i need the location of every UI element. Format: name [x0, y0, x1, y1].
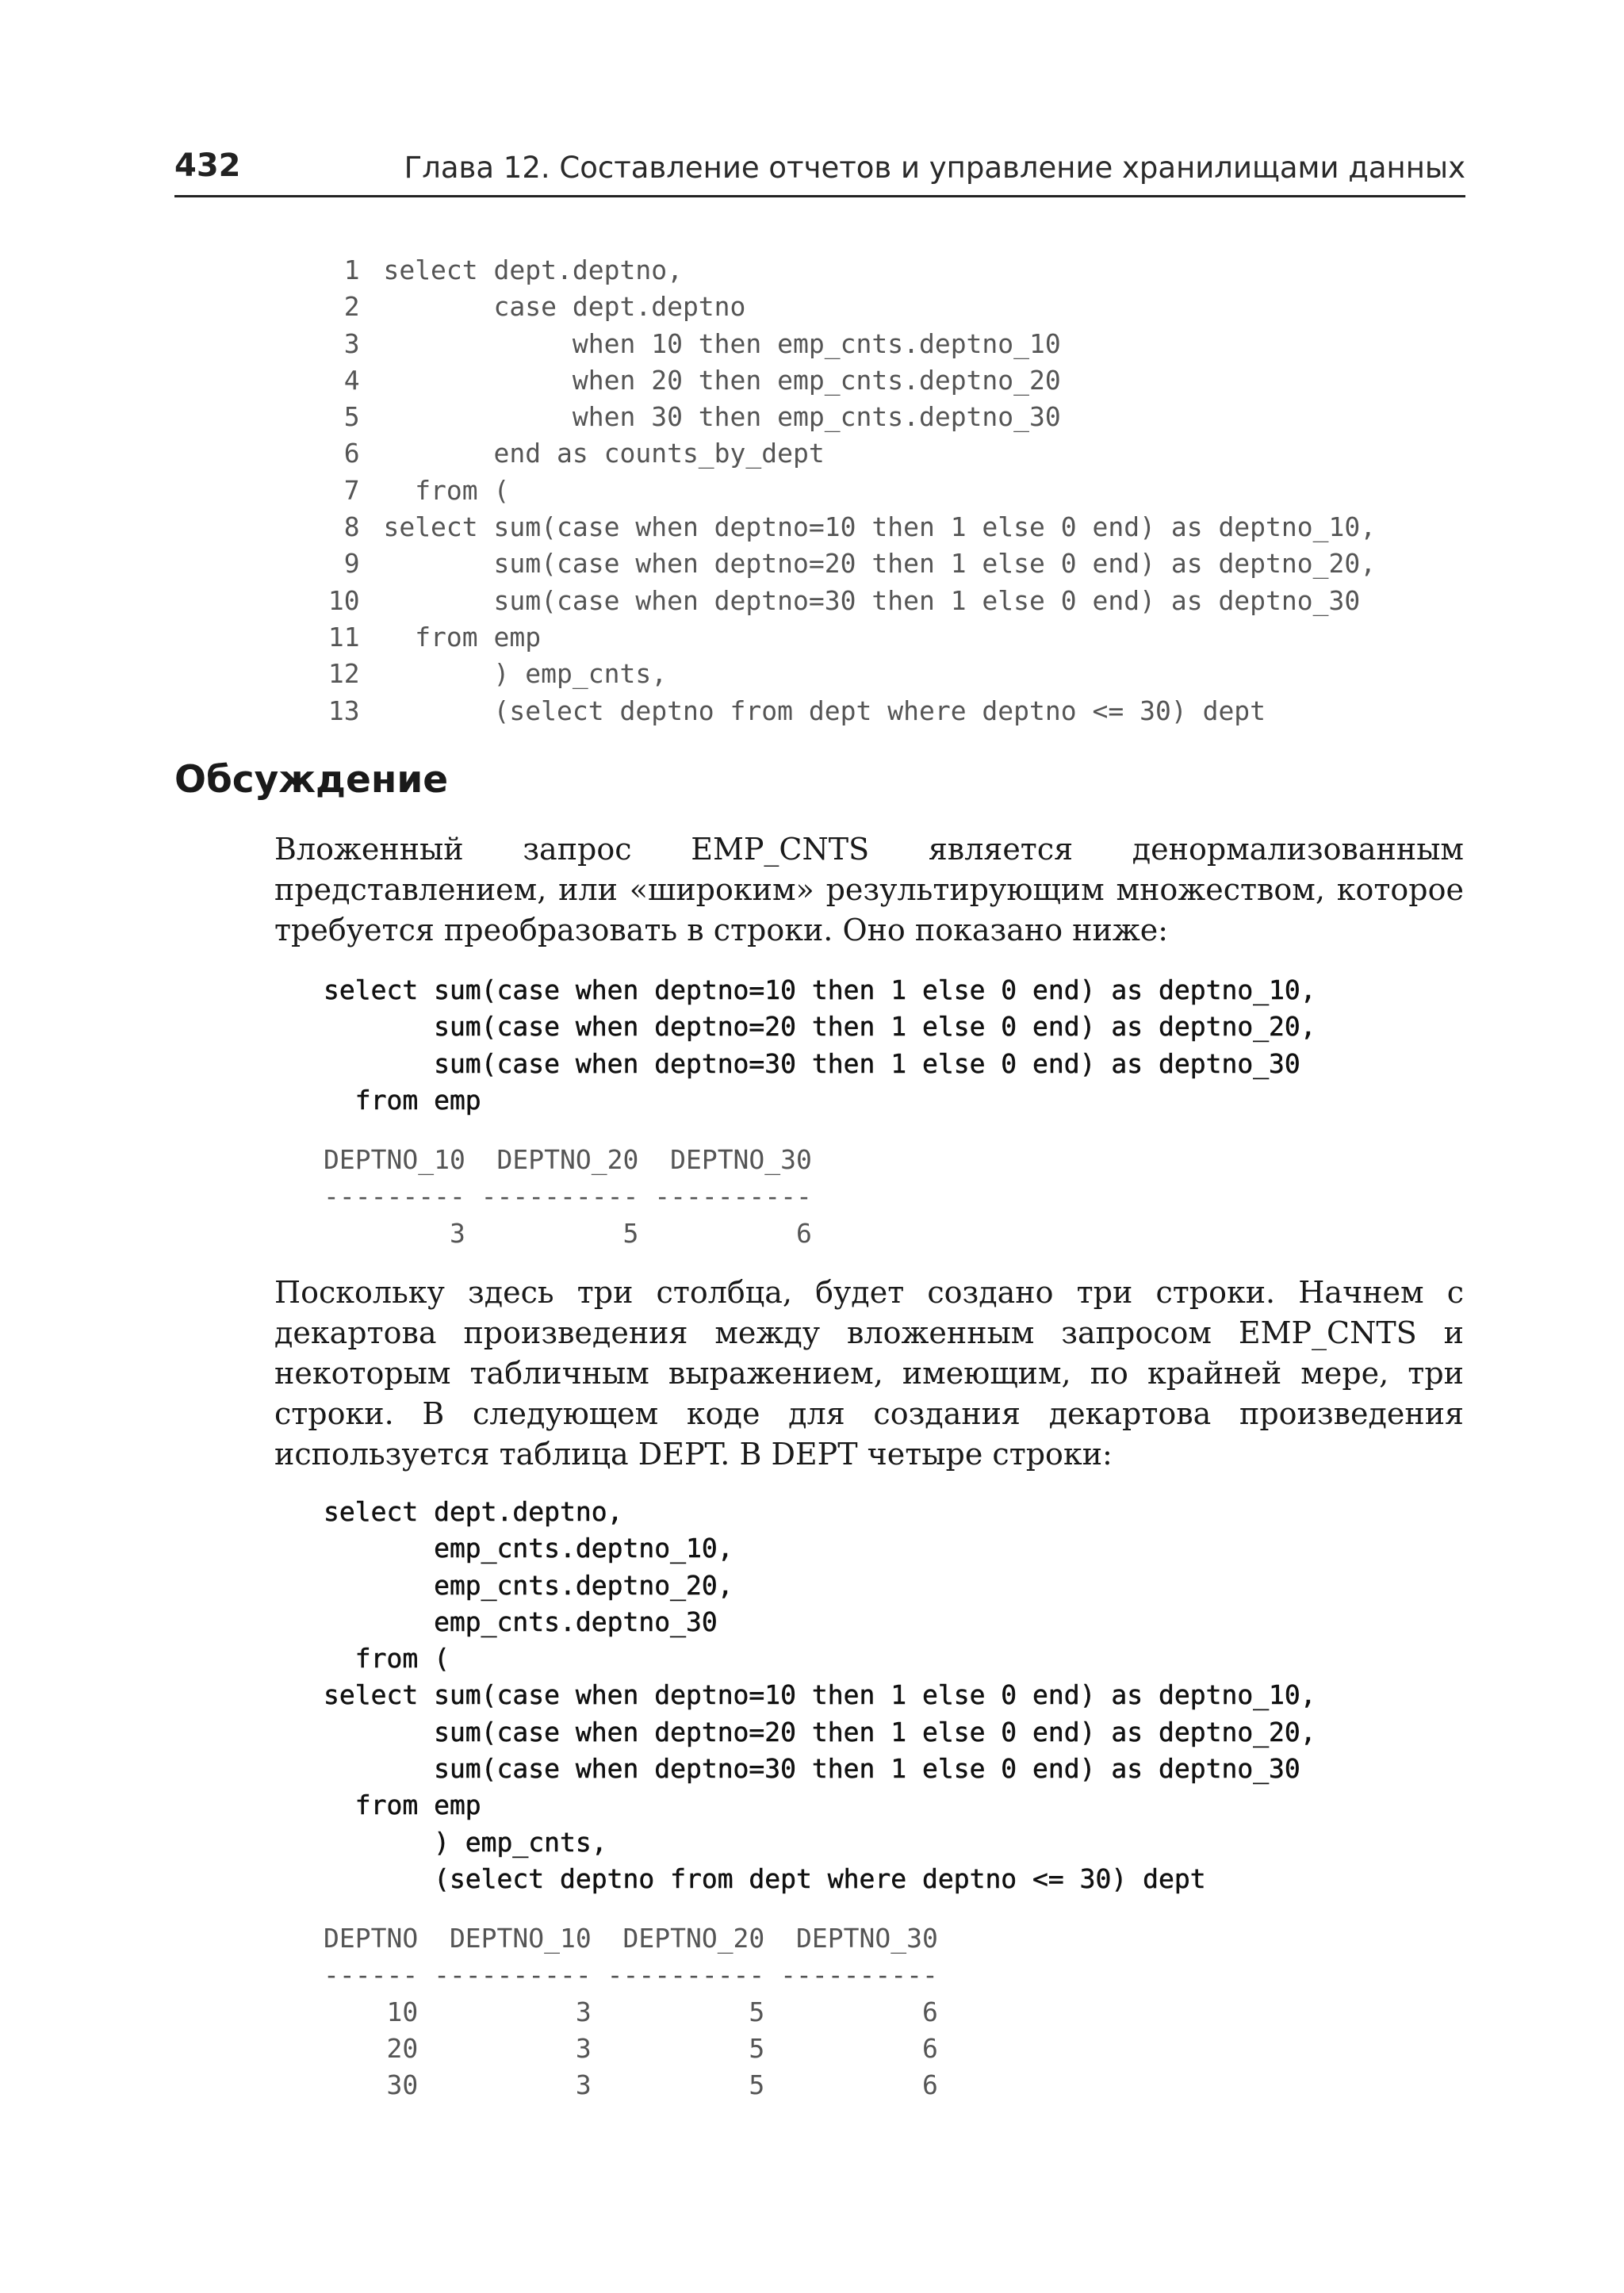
result-line: ------ ---------- ---------- ---------- [324, 1959, 938, 1991]
code-line: emp_cnts.deptno_30 [324, 1606, 718, 1637]
code-line [320, 619, 1376, 656]
section-heading: Обсуждение [174, 758, 449, 802]
code-line [320, 435, 1376, 472]
query-result [324, 1920, 938, 2104]
code-text: from ( [383, 474, 510, 506]
code-line: select dept.deptno, [324, 1496, 623, 1527]
code-line: sum(case when deptno=30 then 1 else 0 end) as deptno_30 [324, 1753, 1300, 1785]
code-line: sum(case when deptno=20 then 1 else 0 end) as deptno_20, [324, 1011, 1316, 1043]
line-number: 3 [343, 327, 360, 359]
code-line [320, 252, 1376, 289]
code-line [320, 362, 1376, 399]
code-line: emp_cnts.deptno_10, [324, 1533, 733, 1564]
line-number: 11 [327, 621, 360, 653]
line-number: 2 [343, 291, 360, 323]
code-text: end as counts_by_dept [383, 438, 825, 469]
code-text: sum(case when deptno=20 then 1 else 0 end) as deptno_20, [383, 548, 1377, 580]
result-line: --------- ---------- ---------- [324, 1181, 812, 1212]
code-line [320, 399, 1376, 435]
code-line [320, 509, 1376, 545]
result-line: 20 3 5 6 [324, 2032, 938, 2064]
code-line [320, 326, 1376, 362]
line-number: 8 [343, 511, 360, 543]
result-line: DEPTNO_10 DEPTNO_20 DEPTNO_30 [324, 1144, 812, 1175]
result-line: 3 5 6 [324, 1217, 812, 1249]
page-number: 432 [174, 147, 241, 184]
result-line: 30 3 5 6 [324, 2069, 938, 2101]
result-line: 10 3 5 6 [324, 1996, 938, 2027]
line-number: 6 [343, 438, 360, 469]
code-line [320, 583, 1376, 619]
page-header [174, 144, 1465, 197]
code-line: from ( [324, 1643, 450, 1675]
code-line: (select deptno from dept where deptno <= 30) dept [324, 1862, 1206, 1894]
code-text: select sum(case when deptno=10 then 1 else 0 end) as deptno_10, [383, 511, 1377, 543]
code-line: ) emp_cnts, [324, 1826, 607, 1858]
code-line: select sum(case when deptno=10 then 1 else 0 end) as deptno_10, [324, 1679, 1316, 1711]
code-line [320, 693, 1376, 729]
code-line: emp_cnts.deptno_20, [324, 1569, 733, 1601]
running-title: Глава 12. Составление отчетов и управление хранилищами данных [404, 151, 1465, 185]
body-paragraph: Вложенный запрос EMP_CNTS является денормализованным представлением, или «широким» результирующим множеством, которое требуется преобразовать в строки. Оно показано ниже: [274, 832, 1464, 947]
line-number: 10 [327, 584, 360, 616]
query-result [324, 1142, 812, 1252]
line-number: 5 [343, 401, 360, 433]
code-listing-numbered [320, 252, 1376, 729]
code-listing [324, 1494, 1316, 1897]
code-text: sum(case when deptno=30 then 1 else 0 end) as deptno_30 [383, 584, 1361, 616]
code-text: from emp [383, 621, 542, 653]
code-line: sum(case when deptno=20 then 1 else 0 end) as deptno_20, [324, 1716, 1316, 1748]
line-number: 13 [327, 695, 360, 726]
line-number: 4 [343, 364, 360, 396]
line-number: 1 [343, 255, 360, 285]
code-text: case dept.deptno [383, 291, 746, 323]
code-text: when 30 then emp_cnts.deptno_30 [383, 401, 1061, 433]
code-text: when 10 then emp_cnts.deptno_10 [383, 327, 1061, 359]
line-number: 9 [343, 548, 360, 580]
code-line: select sum(case when deptno=10 then 1 else 0 end) as deptno_10, [324, 974, 1316, 1005]
result-line: DEPTNO DEPTNO_10 DEPTNO_20 DEPTNO_30 [324, 1923, 938, 1954]
code-line [320, 656, 1376, 692]
code-line: sum(case when deptno=30 then 1 else 0 end) as deptno_30 [324, 1047, 1300, 1079]
code-listing [324, 972, 1316, 1119]
code-line [320, 473, 1376, 509]
code-text: ) emp_cnts, [383, 658, 668, 690]
code-line: from emp [324, 1084, 481, 1116]
line-number: 12 [327, 658, 360, 690]
body-paragraph: Поскольку здесь три столбца, будет создано три строки. Начнем с декартова произведения между вложенным запросом EMP_CNTS и некоторым табличным выражением, имеющим, по крайней мере, три строки. В следующем коде для создания декартова произведения используется таблица DEPT. В DEPT четыре строки: [274, 1275, 1464, 1472]
code-text: when 20 then emp_cnts.deptno_20 [383, 364, 1061, 396]
line-number: 7 [343, 474, 360, 506]
code-line [320, 545, 1376, 582]
code-text: select dept.deptno, [383, 255, 683, 285]
code-line: from emp [324, 1790, 481, 1821]
code-text: (select deptno from dept where deptno <= 30) dept [383, 695, 1266, 726]
code-line [320, 289, 1376, 325]
